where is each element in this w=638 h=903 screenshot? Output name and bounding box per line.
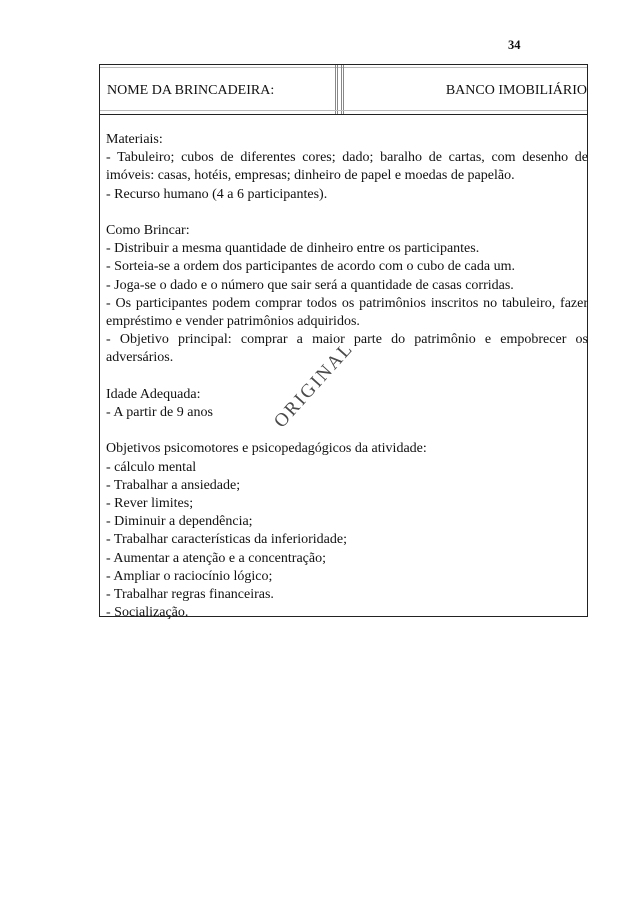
section-materiais (106, 131, 588, 204)
game-name-label: NOME DA BRINCADEIRA: (107, 83, 275, 98)
objetivos-line-2: - Trabalhar a ansiedade; (106, 477, 241, 493)
section-objetivos (106, 440, 588, 622)
objetivos-line-3: - Rever limites; (106, 496, 194, 512)
table-header-row (100, 65, 587, 115)
section-title-objetivos: Objetivos psicomotores e psicopedagógicos da atividade: (106, 441, 427, 457)
header-inner-rule-bottom (100, 110, 587, 111)
section-idade (106, 386, 588, 422)
header-right-cell (341, 65, 587, 114)
idade-line-1: - A partir de 9 anos (106, 405, 213, 421)
header-left-cell (100, 65, 338, 114)
objetivos-line-8: - Trabalhar regras financeiras. (106, 587, 274, 603)
como-brincar-line-5: - Objetivo principal: comprar a maior parte do patrimônio e empobrecer os adversários. (106, 332, 588, 366)
page-number: 34 (508, 38, 521, 52)
objetivos-line-1: - cálculo mental (106, 459, 197, 475)
section-title-como-brincar: Como Brincar: (106, 223, 190, 238)
como-brincar-line-3: - Joga-se o dado e o número que sair será a quantidade de casas corridas. (106, 277, 514, 293)
objetivos-line-9: - Socialização. (106, 605, 189, 621)
como-brincar-line-1: - Distribuir a mesma quantidade de dinheiro entre os participantes. (106, 241, 480, 257)
activity-content (106, 131, 588, 622)
objetivos-line-5: - Trabalhar características da inferioridade; (106, 532, 348, 548)
objetivos-line-6: - Aumentar a atenção e a concentração; (106, 550, 326, 566)
original-watermark: ORIGINAL (270, 337, 358, 433)
materiais-line-2: - Recurso humano (4 a 6 participantes). (106, 186, 328, 202)
section-title-idade: Idade Adequada: (106, 386, 201, 402)
objetivos-line-7: - Ampliar o raciocínio lógico; (106, 568, 273, 584)
como-brincar-line-4: - Os participantes podem comprar todos os patrimônios inscritos no tabuleiro, fazer empréstimo e vender patrimônios adquiridos. (106, 295, 588, 330)
objetivos-line-4: - Diminuir a dependência; (106, 514, 253, 530)
materiais-line-1: - Tabuleiro; cubos de diferentes cores; dado; baralho de cartas, com desenho de imóveis: casas, hotéis, empresas; dinheiro de papel e moedas de papelão. (106, 150, 588, 184)
section-title-materiais: Materiais: (106, 132, 163, 147)
game-name-value: BANCO IMOBILIÁRIO (445, 83, 587, 98)
como-brincar-line-2: - Sorteia-se a ordem dos participantes de acordo com o cubo de cada um. (106, 259, 515, 275)
